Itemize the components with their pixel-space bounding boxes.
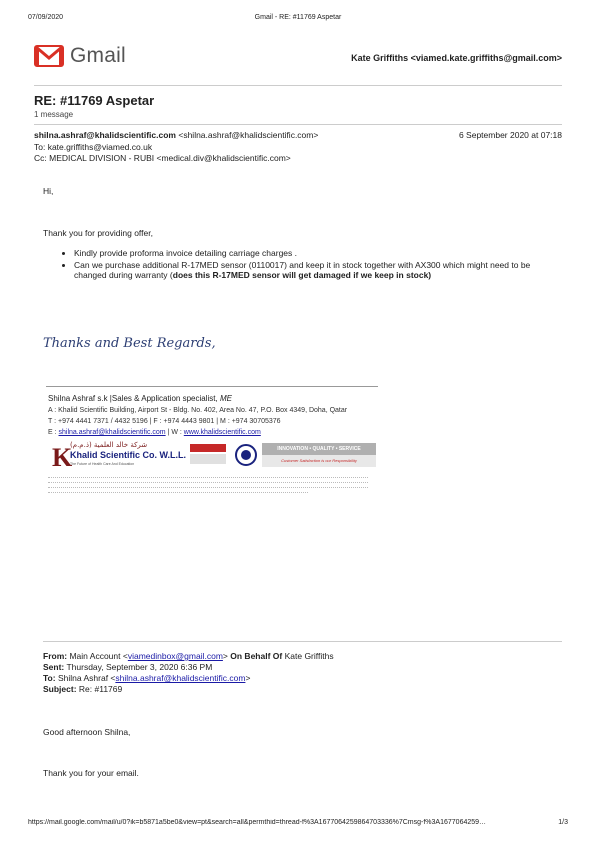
web-prefix: | W : (165, 429, 184, 436)
forward-sent-label: Sent: (43, 662, 65, 672)
signature-email-link[interactable]: shilna.ashraf@khalidscientific.com (58, 429, 166, 436)
signature-address: A : Khalid Scientific Building, Airport St - Bldg. No. 402, Area No. 47, P.O. Box 4349, Doha, Qatar (48, 407, 348, 414)
message-date: 6 September 2020 at 07:18 (458, 130, 562, 140)
forward-from-close: > (222, 651, 228, 661)
forward-to-close: > (245, 673, 251, 683)
list-item: • Kindly provide proforma invoice detailing carriage charges . (74, 248, 558, 258)
thread-subject: RE: #11769 Aspetar (34, 93, 155, 108)
forward-divider (43, 641, 562, 642)
forward-to-email-link[interactable]: shilna.ashraf@khalidscientific.com (115, 673, 246, 683)
company-name: Khalid Scientific Co. W.L.L. (70, 450, 187, 460)
page-number: 1/3 (558, 819, 568, 826)
behalf-name: Kate Griffiths (284, 651, 334, 661)
forward-to (43, 673, 250, 683)
list-item (74, 260, 558, 280)
message-to: To: kate.griffiths@viamed.co.uk (34, 142, 153, 152)
forward-subject (43, 684, 122, 694)
message-from (34, 130, 318, 140)
account-label: Kate Griffiths <viamed.kate.griffiths@gmail.com> (351, 53, 562, 63)
gmail-logo[interactable] (34, 44, 126, 68)
divider (34, 85, 562, 86)
print-url: https://mail.google.com/mail/u/0?ik=b5871a5be0&view=pt&search=all&permthid=thread-f%3A1677064259864703336%7Cmsg-f%3A1677064259… (28, 819, 487, 826)
forward-subject-label: Subject: (43, 684, 77, 694)
forward-from-label: From: (43, 651, 68, 661)
signature-phone: T : +974 4441 7371 / 4432 5196 | F : +974 4443 9801 | M : +974 30705376 (48, 418, 281, 425)
signature-role: ME (219, 394, 232, 403)
svg-text:K: K (52, 443, 73, 470)
print-title: Gmail - RE: #11769 Aspetar (254, 14, 342, 21)
signature-title: Shilna Ashraf s.k |Sales & Application specialist, (48, 394, 220, 403)
message-count: 1 message (34, 110, 74, 119)
signature-disclaimer (48, 474, 368, 493)
forward-to-label: To: (43, 673, 56, 683)
forward-sent-value: Thursday, September 3, 2020 6:36 PM (66, 662, 213, 672)
forward-greeting: Good afternoon Shilna, (43, 727, 131, 737)
signature-divider (46, 386, 378, 387)
signature-contact (48, 429, 261, 436)
print-date: 07/09/2020 (28, 14, 64, 21)
bullet-text: Can we purchase additional R-17MED sensor (0110017) and keep it in stock together with AX300 which might need to be changed during warranty ( (74, 260, 531, 280)
company-slogan-sub: Customer Satisfaction is our Responsibility (281, 458, 357, 463)
company-banner (48, 440, 376, 470)
gmail-logo-text: Gmail (70, 44, 126, 67)
forward-from (43, 651, 334, 661)
forward-subject-value: Re: #11769 (78, 684, 123, 694)
forward-from-name: Main Account < (69, 651, 128, 661)
message-cc: Cc: MEDICAL DIVISION - RUBI <medical.div@khalidscientific.com> (34, 153, 291, 163)
thanks-line: Thank you for providing offer, (43, 228, 153, 238)
company-tagline: The Future of Health Care And Education (70, 462, 135, 466)
forward-from-email-link[interactable]: viamedinbox@gmail.com (127, 651, 223, 661)
company-arabic-name: شركة خالد العلمية (ذ.م.م) (70, 441, 148, 449)
forward-sent (43, 662, 212, 672)
divider (34, 124, 562, 125)
company-slogan: INNOVATION • QUALITY • SERVICE (277, 446, 361, 452)
bullet-bold-text: does this R-17MED sensor will get damaged if we keep in stock) (172, 270, 432, 280)
forward-thanks: Thank you for your email. (43, 768, 139, 778)
behalf-label: On Behalf Of (230, 651, 283, 661)
gmail-m-icon (34, 45, 64, 67)
signature-web-link[interactable]: www.khalidscientific.com (183, 429, 261, 436)
sender-email: <shilna.ashraf@khalidscientific.com> (178, 130, 319, 140)
forward-to-name: Shilna Ashraf < (57, 673, 116, 683)
greeting: Hi, (43, 186, 54, 196)
email-prefix: E : (48, 429, 59, 436)
signoff: Thanks and Best Regards, (43, 336, 216, 351)
sender-name: shilna.ashraf@khalidscientific.com (34, 130, 176, 140)
request-list (58, 248, 558, 282)
signature-name (48, 394, 232, 403)
